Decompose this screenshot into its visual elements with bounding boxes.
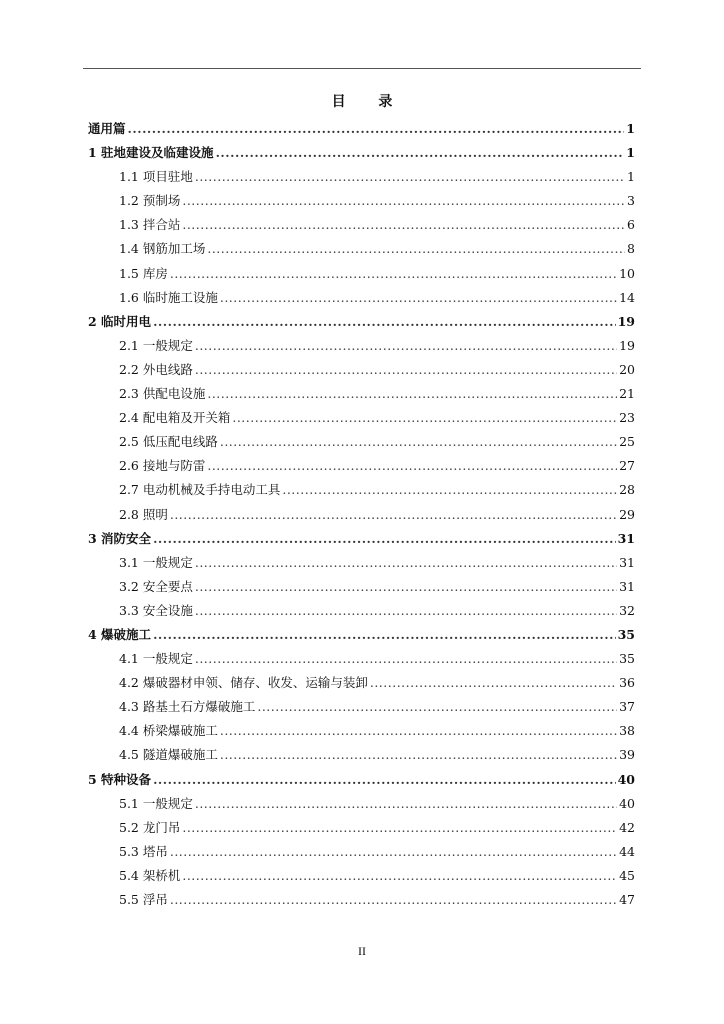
toc-dot-leader [170,262,617,286]
toc-subsection-entry[interactable] [88,695,635,719]
toc-entry-page: 36 [619,675,635,691]
toc-entry-label: 1.3 拌合站 [119,217,181,233]
toc-entry-label: 2.6 接地与防雷 [119,458,206,474]
toc-dot-leader [220,719,617,743]
toc-dot-leader [170,888,617,912]
toc-dot-leader [153,527,616,551]
toc-dot-leader [182,189,625,213]
toc-entry-page: 45 [619,867,635,883]
toc-entry-label: 4 爆破施工 [88,626,152,642]
toc-section-entry[interactable] [88,117,635,141]
toc-entry-label: 4.2 爆破器材申领、储存、收发、运输与装卸 [119,675,368,691]
toc-dot-leader [216,141,625,165]
toc-entry-page: 10 [619,265,635,281]
toc-subsection-entry[interactable] [88,286,635,310]
toc-entry-page: 1 [627,169,635,185]
toc-subsection-entry[interactable] [88,816,635,840]
toc-subsection-entry[interactable] [88,454,635,478]
page-number: II [358,944,366,958]
toc-entry-label: 4.5 隧道爆破施工 [119,747,218,763]
toc-entry-label: 5.3 塔吊 [119,843,168,859]
toc-dot-leader [207,382,617,406]
toc-entry-page: 47 [619,892,635,907]
toc-subsection-entry[interactable] [88,334,635,358]
toc-dot-leader [182,864,617,888]
toc-entry-page: 25 [619,434,635,450]
toc-subsection-entry[interactable] [88,189,635,213]
toc-section-entry[interactable] [88,527,635,551]
toc-entry-label: 通用篇 [88,121,126,136]
toc-entry-page: 21 [619,386,635,402]
toc-entry-page: 8 [627,241,635,257]
table-of-contents [88,117,635,912]
toc-subsection-entry[interactable] [88,551,635,575]
toc-dot-leader [257,695,617,719]
toc-entry-label: 2.4 配电箱及开关箱 [119,410,231,426]
toc-subsection-entry[interactable] [88,165,635,189]
toc-dot-leader [195,792,617,816]
toc-dot-leader [232,406,617,430]
toc-dot-leader [195,165,625,189]
toc-entry-page: 35 [617,626,635,642]
toc-subsection-entry[interactable] [88,599,635,623]
toc-subsection-entry[interactable] [88,671,635,695]
toc-dot-leader [220,430,617,454]
toc-subsection-entry[interactable] [88,237,635,261]
toc-subsection-entry[interactable] [88,213,635,237]
toc-subsection-entry[interactable] [88,478,635,502]
toc-entry-label: 1.5 库房 [119,265,168,281]
toc-entry-page: 35 [619,651,635,667]
toc-entry-label: 1 驻地建设及临建设施 [88,145,214,161]
toc-entry-label: 2.1 一般规定 [119,337,193,353]
toc-subsection-entry[interactable] [88,406,635,430]
toc-subsection-entry[interactable] [88,864,635,888]
toc-dot-leader [195,551,617,575]
toc-entry-page: 31 [619,554,635,570]
toc-entry-page: 40 [619,795,635,811]
header-rule [83,68,641,69]
toc-entry-page: 40 [617,771,635,787]
toc-entry-page: 29 [619,506,635,522]
toc-entry-label: 4.1 一般规定 [119,651,193,667]
toc-subsection-entry[interactable] [88,792,635,816]
toc-entry-page: 31 [619,578,635,594]
toc-entry-page: 1 [626,121,635,136]
toc-entry-page: 1 [626,145,635,161]
toc-dot-leader [195,647,617,671]
toc-entry-page: 32 [619,602,635,618]
toc-subsection-entry[interactable] [88,358,635,382]
toc-entry-label: 2.5 低压配电线路 [119,434,218,450]
toc-entry-label: 1.4 钢筋加工场 [119,241,206,257]
toc-section-entry[interactable] [88,141,635,165]
toc-title: 目 录 [331,94,407,110]
toc-entry-page: 3 [627,193,635,209]
toc-dot-leader [195,358,617,382]
toc-dot-leader [207,237,625,261]
toc-entry-page: 31 [617,530,635,546]
toc-dot-leader [153,768,616,792]
toc-subsection-entry[interactable] [88,647,635,671]
toc-entry-page: 19 [617,313,635,329]
toc-subsection-entry[interactable] [88,575,635,599]
toc-dot-leader [170,503,617,527]
toc-subsection-entry[interactable] [88,743,635,767]
toc-entry-label: 1.2 预制场 [119,193,181,209]
toc-dot-leader [195,599,617,623]
toc-entry-page: 44 [619,843,635,859]
toc-entry-page: 37 [619,699,635,715]
toc-subsection-entry[interactable] [88,382,635,406]
toc-entry-label: 5.2 龙门吊 [119,819,181,835]
toc-subsection-entry[interactable] [88,840,635,864]
toc-subsection-entry[interactable] [88,719,635,743]
toc-entry-label: 2 临时用电 [88,313,152,329]
toc-entry-page: 28 [619,482,635,498]
toc-dot-leader [182,816,617,840]
toc-dot-leader [153,623,616,647]
toc-entry-page: 14 [619,289,635,305]
toc-entry-label: 5 特种设备 [88,771,152,787]
toc-entry-label: 2.2 外电线路 [119,361,193,377]
toc-dot-leader [195,334,617,358]
toc-dot-leader [153,310,616,334]
toc-dot-leader [207,454,617,478]
toc-entry-page: 6 [627,217,635,233]
toc-subsection-entry[interactable] [88,262,635,286]
toc-dot-leader [182,213,625,237]
toc-dot-leader [170,840,617,864]
toc-entry-label: 2.3 供配电设施 [119,386,206,402]
toc-entry-page: 39 [619,747,635,763]
toc-entry-page: 42 [619,819,635,835]
toc-entry-label: 4.3 路基土石方爆破施工 [119,699,256,715]
toc-entry-label: 1.1 项目驻地 [119,169,193,185]
toc-entry-label: 1.6 临时施工设施 [119,289,218,305]
toc-entry-label: 2.8 照明 [119,506,168,522]
toc-entry-label: 3.1 一般规定 [119,554,193,570]
toc-entry-page: 27 [619,458,635,474]
toc-entry-page: 23 [619,410,635,426]
toc-entry-page: 20 [619,361,635,377]
toc-entry-page: 19 [619,337,635,353]
toc-entry-label: 3 消防安全 [88,530,152,546]
toc-section-entry[interactable] [88,768,635,792]
toc-subsection-entry[interactable] [88,430,635,454]
toc-entry-label: 5.5 浮吊 [119,892,168,907]
toc-dot-leader [220,743,617,767]
toc-dot-leader [195,575,617,599]
toc-subsection-entry[interactable] [88,888,635,912]
toc-subsection-entry[interactable] [88,503,635,527]
toc-dot-leader [282,478,617,502]
toc-entry-label: 3.3 安全设施 [119,602,193,618]
toc-dot-leader [370,671,617,695]
toc-section-entry[interactable] [88,623,635,647]
toc-dot-leader [220,286,617,310]
toc-entry-page: 38 [619,723,635,739]
toc-entry-label: 2.7 电动机械及手持电动工具 [119,482,281,498]
toc-dot-leader [128,117,625,141]
toc-entry-label: 3.2 安全要点 [119,578,193,594]
toc-section-entry[interactable] [88,310,635,334]
toc-entry-label: 5.4 架桥机 [119,867,181,883]
toc-entry-label: 4.4 桥梁爆破施工 [119,723,218,739]
toc-entry-label: 5.1 一般规定 [119,795,193,811]
